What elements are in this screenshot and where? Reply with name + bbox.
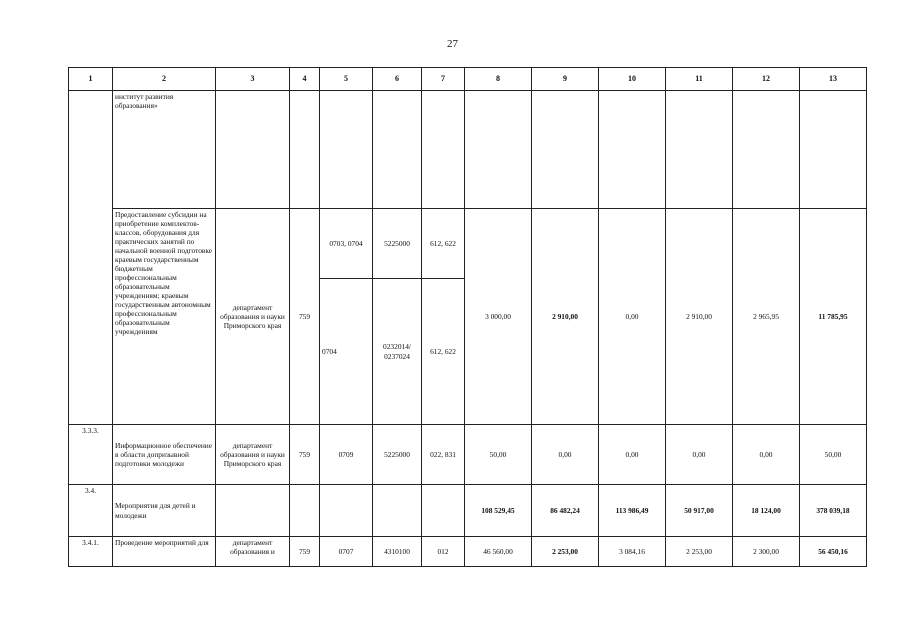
header-cell: 8	[465, 68, 532, 91]
value-cell: 2 253,00	[666, 537, 733, 567]
value-cell: 2 300,00	[733, 537, 800, 567]
activity-name: Предоставление субсидии на приобретение комплектов-классов, оборудования для практических занятий по начальной военной подготовке краевым государственным бюджетным профессиональным образовательным учреждениям; краевым государственным автономным профессиональным образовательным учреждениям	[113, 209, 216, 425]
header-cell: 9	[532, 68, 599, 91]
activity-name: Информационное обеспечение в области допризывной подготовки молодежи	[113, 425, 216, 485]
value-cell: 0,00	[532, 425, 599, 485]
value-cell: 0,00	[666, 425, 733, 485]
csr-cell: 5225000	[373, 425, 422, 485]
executor-cell: департамент образования и науки Приморского края	[216, 209, 290, 425]
header-cell: 13	[800, 68, 867, 91]
value-cell: 56 450,16	[800, 537, 867, 567]
value-cell: 2 253,00	[532, 537, 599, 567]
row-number-cell: 3.4.	[69, 485, 113, 537]
header-cell: 4	[290, 68, 320, 91]
header-cell: 3	[216, 68, 290, 91]
value-cell: 0,00	[599, 425, 666, 485]
table-row	[69, 425, 867, 485]
value-cell: 11 785,95	[800, 209, 867, 425]
header-cell: 11	[666, 68, 733, 91]
header-cell: 7	[422, 68, 465, 91]
header-cell: 12	[733, 68, 800, 91]
header-cell: 2	[113, 68, 216, 91]
value-cell: 86 482,24	[532, 485, 599, 537]
row-number-cell: 3.4.1.	[69, 537, 113, 567]
value-cell: 50 917,00	[666, 485, 733, 537]
rzpr-cell: 0703, 0704	[320, 209, 373, 279]
rzpr-cell: 0709	[320, 425, 373, 485]
vr-cell: 022, 831	[422, 425, 465, 485]
row-number-cell: 3.3.3.	[69, 425, 113, 485]
header-cell: 5	[320, 68, 373, 91]
value-cell: 3 084,16	[599, 537, 666, 567]
activity-name: Проведение мероприятий для	[113, 537, 216, 567]
value-cell: 18 124,00	[733, 485, 800, 537]
vr-cell: 612, 622	[422, 279, 465, 425]
row-number-cell	[69, 91, 113, 425]
table-row	[69, 537, 867, 567]
table-row	[69, 91, 867, 209]
activity-name: Мероприятия для детей и молодежи	[113, 485, 216, 537]
executor-cell: департамент образования и науки Приморского края	[216, 425, 290, 485]
budget-table	[68, 67, 867, 567]
table-row	[69, 485, 867, 537]
value-cell: 2 910,00	[666, 209, 733, 425]
page-number: 27	[447, 38, 458, 50]
grbs-cell: 759	[290, 537, 320, 567]
value-cell: 2 965,95	[733, 209, 800, 425]
value-cell: 0,00	[733, 425, 800, 485]
csr-cell: 4310100	[373, 537, 422, 567]
csr-cell: 5225000	[373, 209, 422, 279]
grbs-cell: 759	[290, 425, 320, 485]
header-cell: 10	[599, 68, 666, 91]
value-cell: 2 910,00	[532, 209, 599, 425]
executor-cell: департамент образования и	[216, 537, 290, 567]
rzpr-cell: 0704	[320, 279, 373, 425]
grbs-cell: 759	[290, 209, 320, 425]
value-cell: 108 529,45	[465, 485, 532, 537]
header-row	[69, 68, 867, 91]
table-row	[69, 209, 867, 279]
csr-cell: 0232014/ 0237024	[373, 279, 422, 425]
vr-cell: 012	[422, 537, 465, 567]
header-cell: 1	[69, 68, 113, 91]
value-cell: 3 000,00	[465, 209, 532, 425]
activity-name: институт развития образования»	[113, 91, 216, 209]
value-cell: 50,00	[465, 425, 532, 485]
rzpr-cell: 0707	[320, 537, 373, 567]
value-cell: 0,00	[599, 209, 666, 425]
value-cell: 46 560,00	[465, 537, 532, 567]
value-cell: 113 986,49	[599, 485, 666, 537]
value-cell: 50,00	[800, 425, 867, 485]
vr-cell: 612, 622	[422, 209, 465, 279]
value-cell: 378 039,18	[800, 485, 867, 537]
header-cell: 6	[373, 68, 422, 91]
